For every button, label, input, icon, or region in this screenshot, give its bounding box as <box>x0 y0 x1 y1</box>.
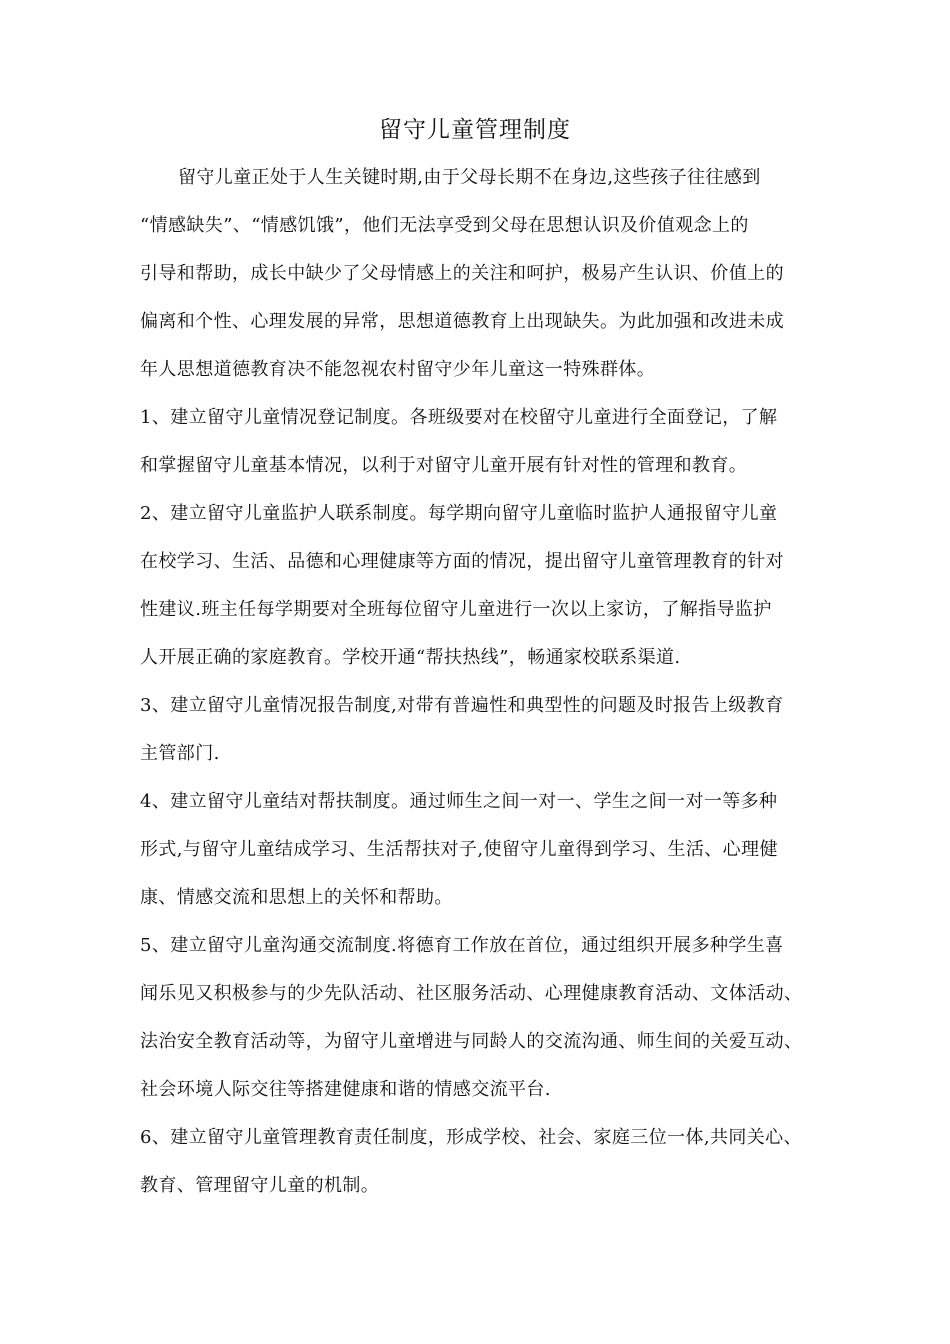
intro-line-2: “情感缺失”、“情感饥饿”，他们无法享受到父母在思想认识及价值观念上的 <box>140 215 749 236</box>
item-2-line-4: 人开展正确的家庭教育。学校开通“帮扶热线”，畅通家校联系渠道. <box>140 647 681 668</box>
item-5-line-3: 法治安全教育活动等，为留守儿童增进与同龄人的交流沟通、师生间的关爱互动、 <box>140 1031 803 1052</box>
item-4-line-3: 康、情感交流和思想上的关怀和帮助。 <box>140 887 453 908</box>
item-6-line-1: 6、建立留守儿童管理教育责任制度，形成学校、社会、家庭三位一体,共同关心、 <box>140 1127 802 1148</box>
intro-line-1: 留守儿童正处于人生关键时期,由于父母长期不在身边,这些孩子往往感到 <box>178 167 761 188</box>
item-5-line-1: 5、建立留守儿童沟通交流制度.将德育工作放在首位，通过组织开展多种学生喜 <box>140 935 784 956</box>
intro-line-5: 年人思想道德教育决不能忽视农村留守少年儿童这一特殊群体。 <box>140 359 656 380</box>
item-2-line-3: 性建议.班主任每学期要对全班每位留守儿童进行一次以上家访，了解指导监护 <box>140 599 772 620</box>
item-1-line-2: 和掌握留守儿童基本情况，以利于对留守儿童开展有针对性的管理和教育。 <box>140 455 748 476</box>
item-3-line-2: 主管部门. <box>140 743 220 764</box>
item-4-line-2: 形式,与留守儿童结成学习、生活帮扶对子,使留守儿童得到学习、生活、心理健 <box>140 839 778 860</box>
intro-line-4: 偏离和个性、心理发展的异常，思想道德教育上出现缺失。为此加强和改进未成 <box>140 311 784 332</box>
item-2-line-1: 2、建立留守儿童监护人联系制度。每学期向留守儿童临时监护人通报留守儿童 <box>140 503 778 524</box>
item-6-line-2: 教育、管理留守儿童的机制。 <box>140 1175 380 1196</box>
item-1-line-1: 1、建立留守儿童情况登记制度。各班级要对在校留守儿童进行全面登记，了解 <box>140 407 778 428</box>
document-title: 留守儿童管理制度 <box>379 117 571 143</box>
item-2-line-2: 在校学习、生活、品德和心理健康等方面的情况，提出留守儿童管理教育的针对 <box>140 551 784 572</box>
item-3-line-1: 3、建立留守儿童情况报告制度,对带有普遍性和典型性的问题及时报告上级教育 <box>140 695 784 716</box>
intro-line-3: 引导和帮助，成长中缺少了父母情感上的关注和呵护，极易产生认识、价值上的 <box>140 263 784 284</box>
item-5-line-2: 闻乐见又积极参与的少先队活动、社区服务活动、心理健康教育活动、文体活动、 <box>140 983 803 1004</box>
item-4-line-1: 4、建立留守儿童结对帮扶制度。通过师生之间一对一、学生之间一对一等多种 <box>140 791 778 812</box>
item-5-line-4: 社会环境人际交往等搭建健康和谐的情感交流平台. <box>140 1079 551 1100</box>
